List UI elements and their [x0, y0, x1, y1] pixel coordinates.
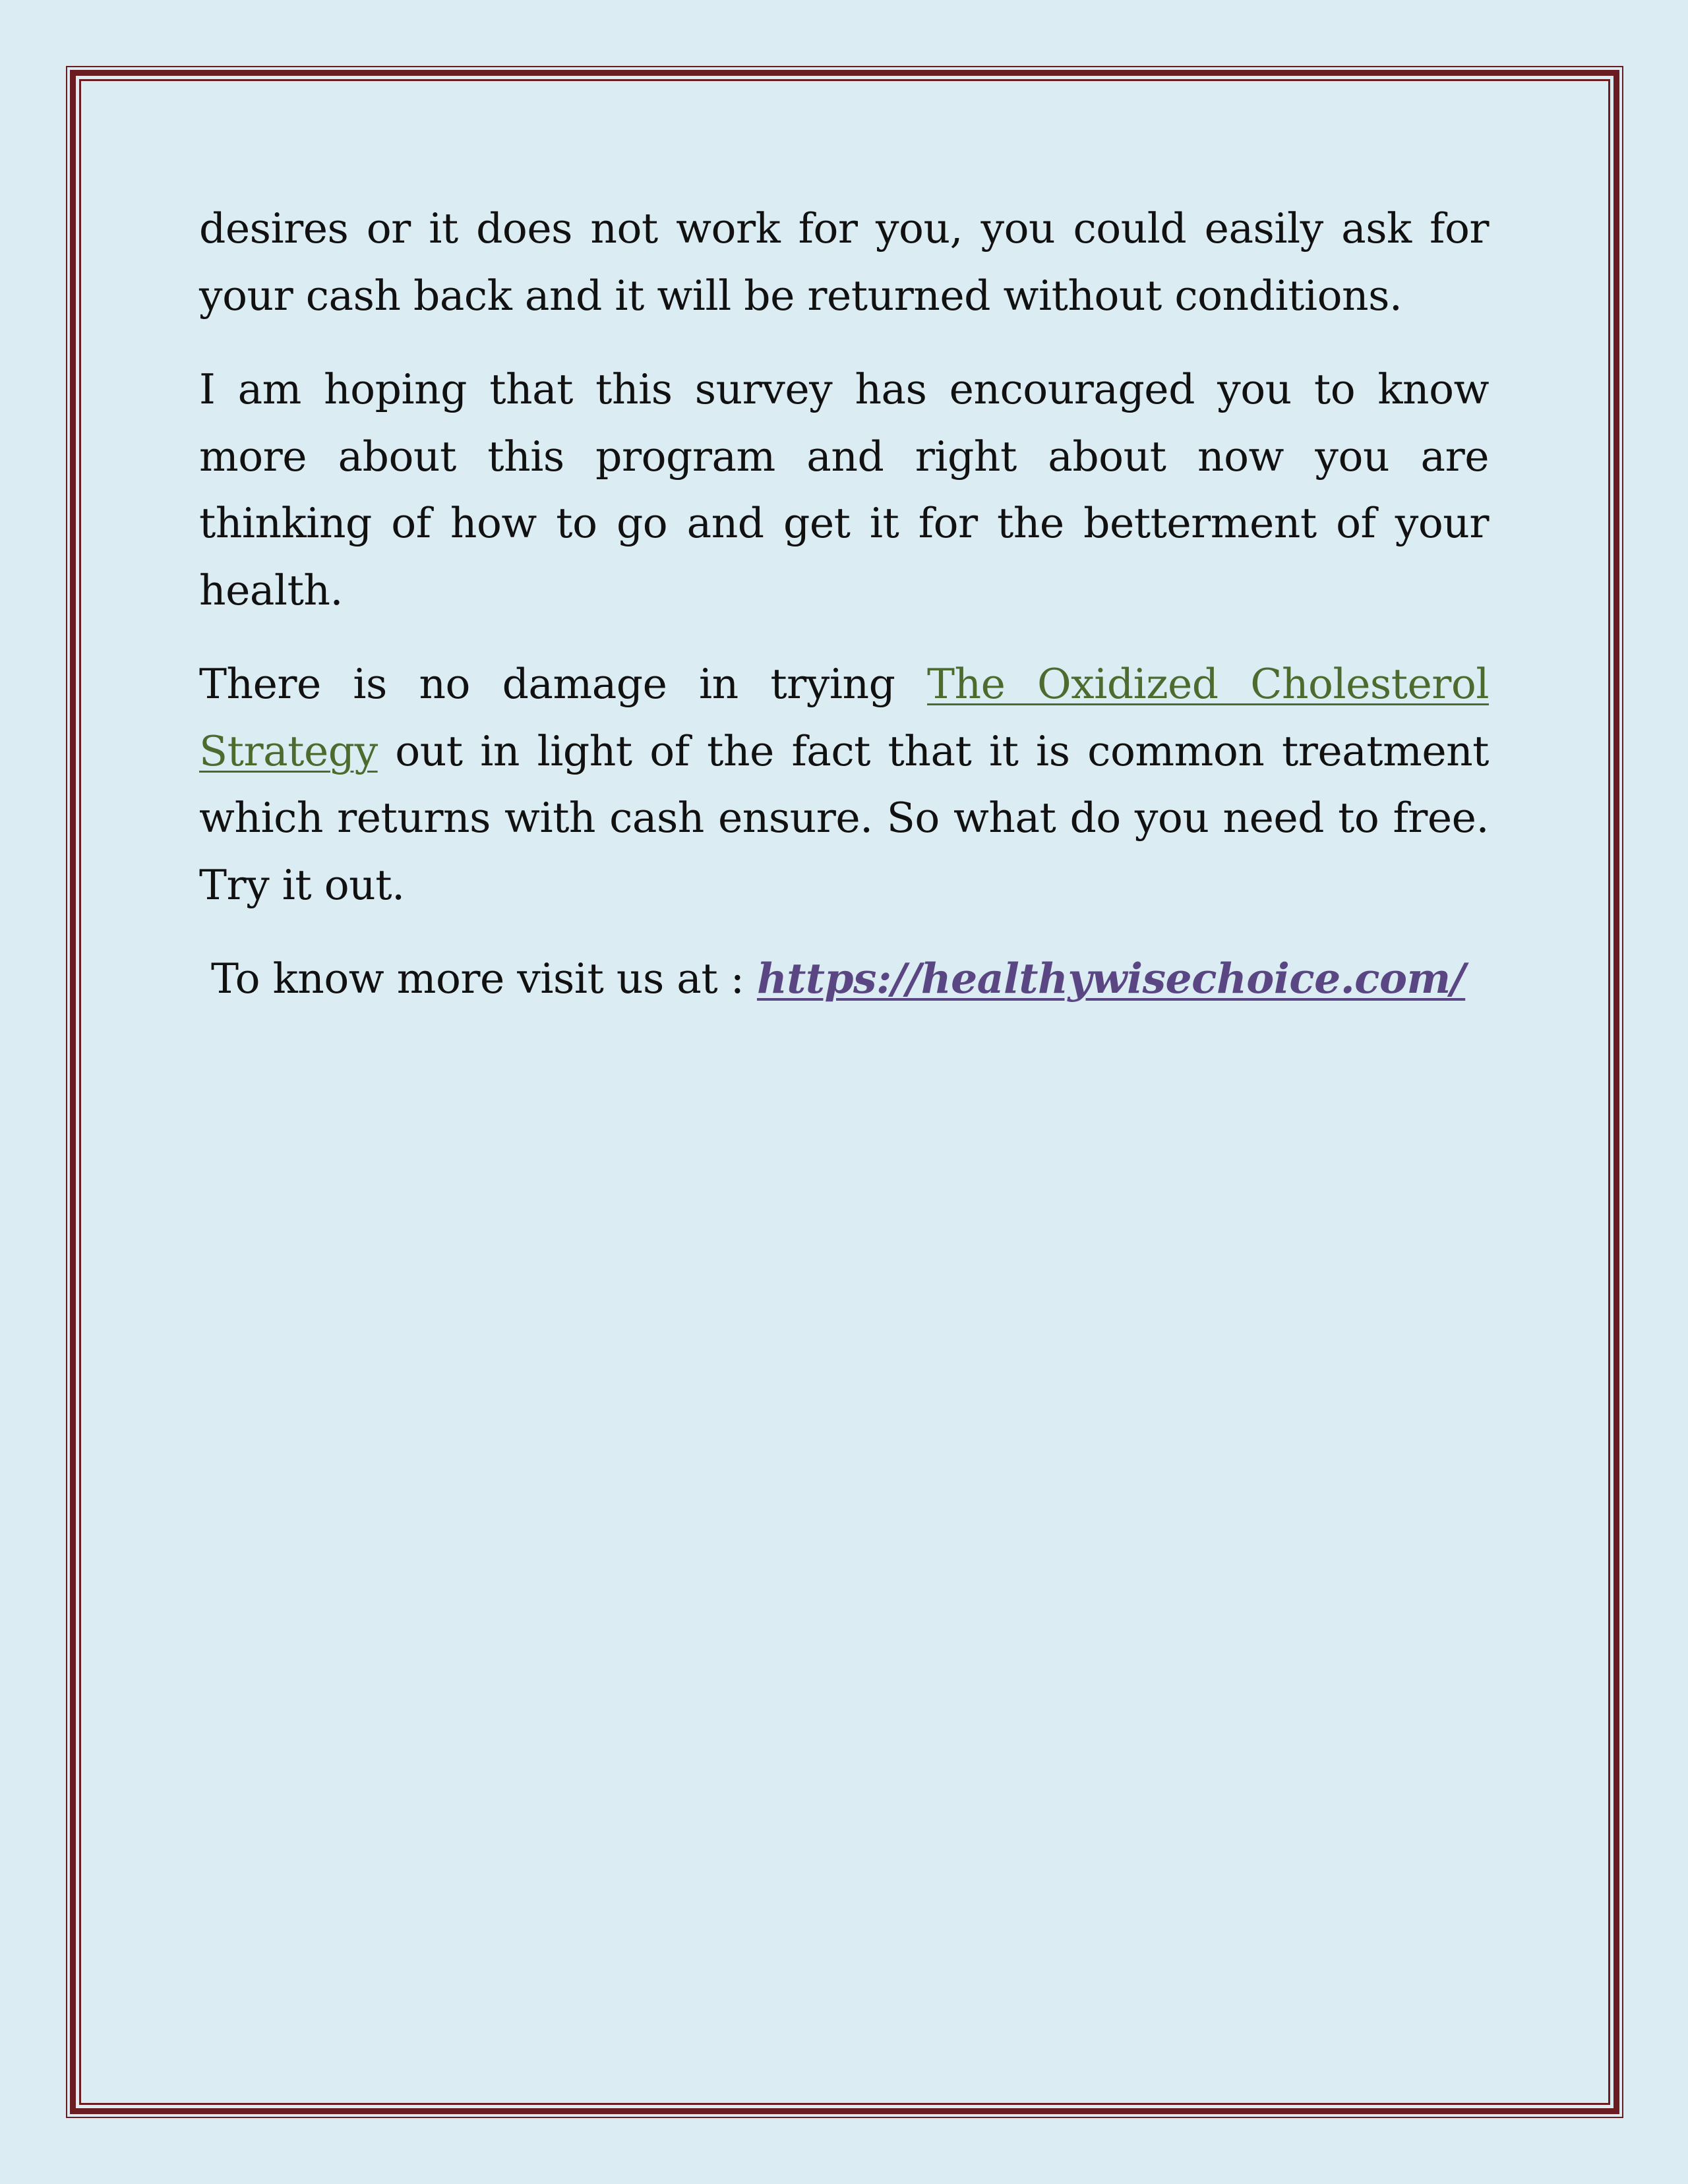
website-link[interactable]: https://healthywisechoice.com/ [756, 954, 1466, 1003]
paragraph-try-it [199, 651, 1489, 918]
visit-line [199, 945, 1489, 1013]
paragraph-encouragement: I am hoping that this survey has encouraged you to know more about this program and right about now you are thinking of how to go and get it for the betterment of your health. [199, 365, 1489, 614]
paragraph-try-it-intro: There is no damage in trying [199, 660, 928, 708]
product-link[interactable]: The Oxidized Cholesterol Strategy [199, 660, 1490, 775]
visit-label: To know more visit us at : [211, 955, 757, 1003]
document-body [199, 195, 1489, 1040]
paragraph-try-it-rest: out in light of the fact that it is common treatment which returns with cash ensure. So what do you need to free. Try it out. [199, 726, 1489, 909]
paragraph-refund: desires or it does not work for you, you could easily ask for your cash back and it will be returned without conditions. [199, 204, 1489, 320]
